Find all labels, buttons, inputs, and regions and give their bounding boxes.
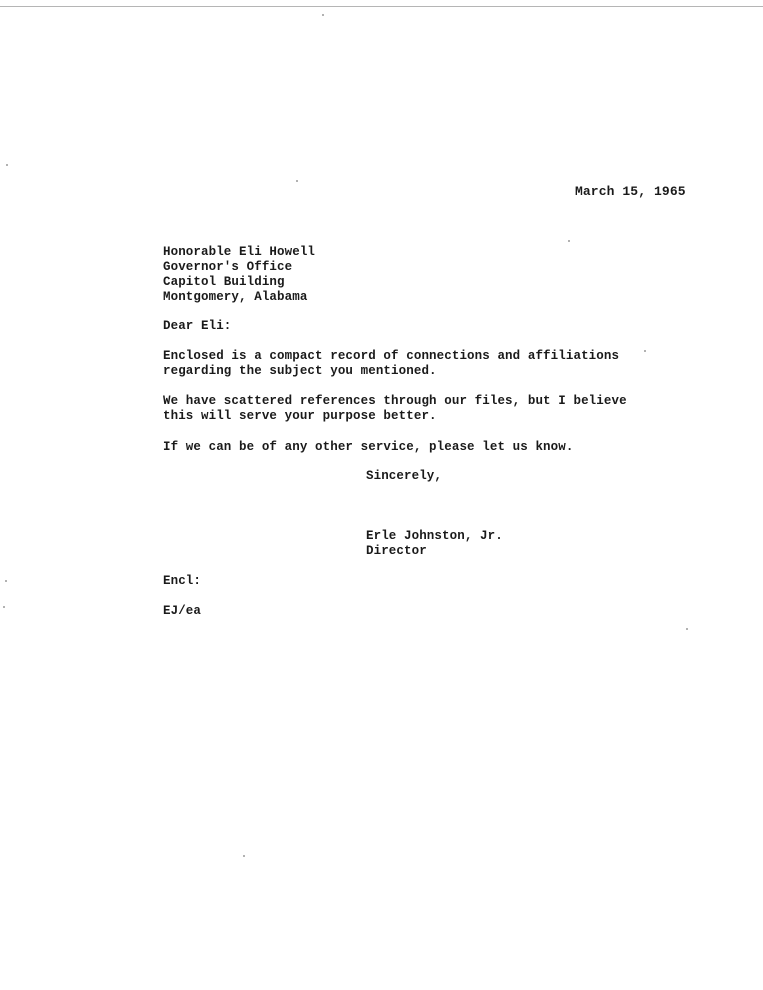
paper-speck [243, 855, 245, 857]
reference-initials: EJ/ea [163, 604, 202, 618]
paragraph-line: regarding the subject you mentioned. [163, 364, 437, 378]
paper-speck [296, 180, 298, 182]
salutation: Dear Eli: [163, 319, 232, 333]
paper-speck [6, 164, 8, 166]
recipient-line: Capitol Building [163, 275, 285, 289]
recipient-line: Montgomery, Alabama [163, 290, 308, 304]
signer-name: Erle Johnston, Jr. [366, 529, 503, 543]
paper-speck [3, 606, 5, 608]
paper-speck [322, 14, 324, 16]
paper-speck [568, 240, 570, 242]
enclosure-note: Encl: [163, 574, 202, 588]
paragraph-line: We have scattered references through our files, but I believe [163, 394, 627, 408]
closing: Sincerely, [366, 469, 443, 483]
signer-title: Director [366, 544, 427, 558]
recipient-line: Honorable Eli Howell [163, 245, 316, 259]
page-top-rule [0, 6, 763, 7]
paper-speck [644, 350, 646, 352]
paper-speck [686, 628, 688, 630]
recipient-line: Governor's Office [163, 260, 293, 274]
paragraph-line: this will serve your purpose better. [163, 409, 437, 423]
paper-speck [5, 580, 7, 582]
paragraph-line: Enclosed is a compact record of connections and affiliations [163, 349, 620, 363]
letter-date: March 15, 1965 [575, 184, 686, 199]
paragraph-service: If we can be of any other service, please let us know. [163, 440, 574, 454]
